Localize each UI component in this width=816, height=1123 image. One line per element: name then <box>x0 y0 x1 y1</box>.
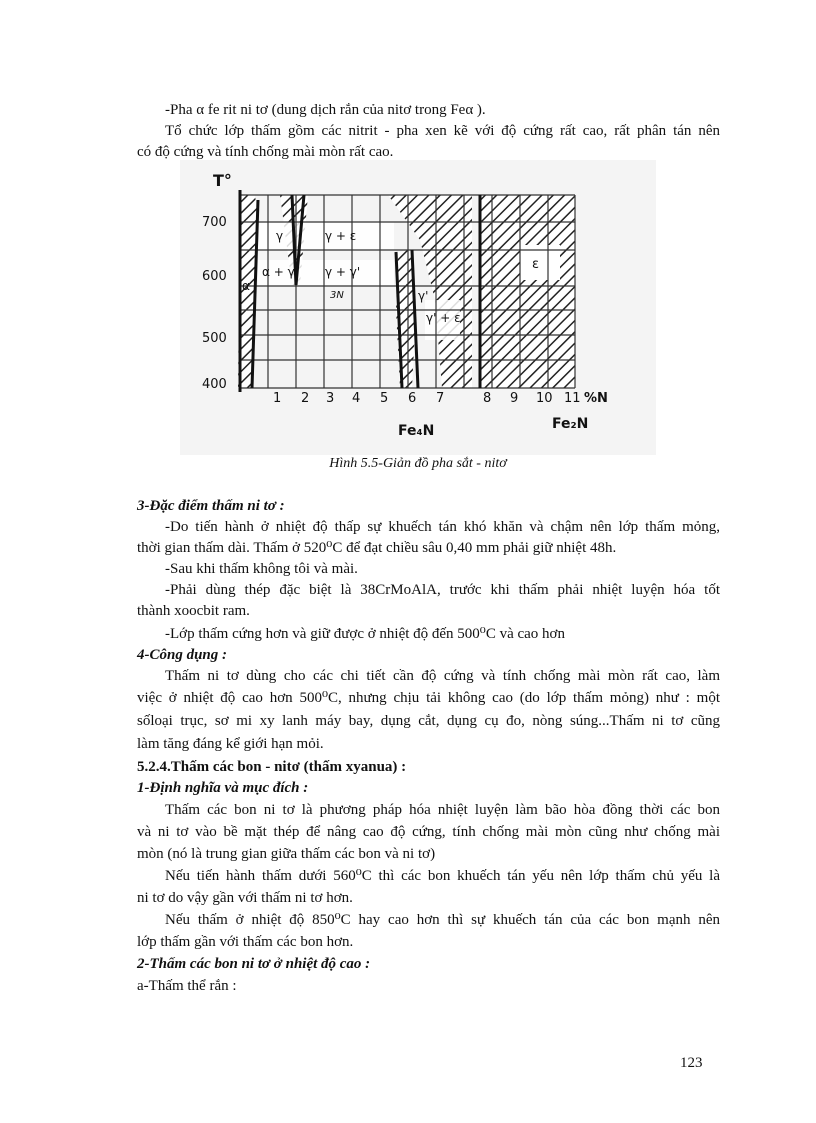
section-524-p3-line-2: lớp thấm gần với thấm các bon hơn. <box>137 934 354 950</box>
section-524-heading: 5.2.4.Thấm các bon - nitơ (thấm xyanua) : <box>137 759 407 775</box>
x-tick-8: 8 <box>483 391 492 406</box>
phase-label-3n: 3N <box>330 290 344 301</box>
x-tick-1: 1 <box>273 391 282 406</box>
epsilon-right-hatch <box>480 195 575 388</box>
phase-label-gamma-prime-epsilon: γ' + ε <box>426 311 461 325</box>
y-tick-600: 600 <box>202 269 227 284</box>
section-3-heading: 3-Đặc điểm thấm ni tơ : <box>137 498 285 514</box>
x-tick-7: 7 <box>436 391 445 406</box>
section-524-sub1-heading: 1-Định nghĩa và mục đích : <box>137 780 309 796</box>
section-524-p2-line-1: Nếu tiến hành thấm dưới 560⁰C thì các bon khuếch tán yếu nên lớp thấm chủ yếu là <box>165 868 720 884</box>
compound-label-fe2n: Fe₂N <box>552 416 589 432</box>
x-tick-5: 5 <box>380 391 389 406</box>
section-524-p3-line-1: Nếu thấm ở nhiệt độ 850⁰C hay cao hơn thì sự khuếch tán của các bon mạnh nên <box>165 912 720 928</box>
x-tick-6: 6 <box>408 391 417 406</box>
phase-label-gamma-prime: γ' <box>418 289 429 303</box>
section-524-p1-line-1: Thấm các bon ni tơ là phương pháp hóa nhiệt luyện làm bão hòa đồng thời các bon <box>165 802 720 818</box>
section-3-p3-line-2: thành xoocbit ram. <box>137 603 250 619</box>
phase-label-alpha-gamma: α + γ <box>262 265 295 279</box>
phase-label-alpha: α <box>242 279 250 293</box>
section-4-line-2: việc ở nhiệt độ cao hơn 500⁰C, nhưng chịu tải không cao (do lớp thấm mỏng) như : một <box>137 690 720 706</box>
fe-n-phase-diagram <box>180 160 656 465</box>
section-4-line-1: Thấm ni tơ dùng cho các chi tiết cần độ cứng và tính chống mài mòn rất cao, làm <box>165 668 720 684</box>
phase-label-epsilon: ε <box>532 257 540 272</box>
x-unit-label: %N <box>584 391 608 406</box>
section-3-p4: -Lớp thấm cứng hơn và giữ được ở nhiệt độ đến 500⁰C và cao hơn <box>165 626 565 642</box>
figure-caption: Hình 5.5-Giản đồ pha sắt - nitơ <box>329 456 507 471</box>
section-524-sub2a: a-Thấm thể rắn : <box>137 978 237 994</box>
x-tick-3: 3 <box>326 391 335 406</box>
section-524-p1-line-3: mòn (nó là trung gian giữa thấm các bon và ni tơ) <box>137 846 436 862</box>
section-3-p2: -Sau khi thấm không tôi và mài. <box>165 561 358 577</box>
section-3-p3-line-1: -Phải dùng thép đặc biệt là 38CrMoAlA, trước khi thấm phải nhiệt luyện hóa tốt <box>165 582 720 598</box>
intro-line-1: -Pha α fe rit ni tơ (dung dịch rắn của nitơ trong Feα ). <box>165 102 486 118</box>
section-524-p1-line-2: và ni tơ vào bề mặt thép để nâng cao độ cứng, tính chống mài mòn cũng như chống mài <box>137 824 720 840</box>
y-tick-500: 500 <box>202 331 227 346</box>
phase-label-gamma: γ <box>276 229 284 243</box>
section-4-line-4: làm tăng đáng kể giới hạn mỏi. <box>137 736 324 752</box>
intro-line-2: Tổ chức lớp thấm gồm các nitrit - pha xen kẽ với độ cứng rất cao, rất phân tán nên <box>165 123 720 139</box>
x-tick-4: 4 <box>352 391 361 406</box>
phase-label-gamma-epsilon: γ + ε <box>325 229 357 243</box>
section-4-line-3: sốloại trục, sơ mi xy lanh máy bay, dụng cắt, dụng cụ đo, nòng súng...Thấm ni tơ cũng <box>137 713 720 729</box>
y-tick-700: 700 <box>202 215 227 230</box>
x-tick-10: 10 <box>536 391 553 406</box>
section-3-p1-line-2: thời gian thấm dài. Thấm ở 520⁰C để đạt chiều sâu 0,40 mm phải giữ nhiệt 48h. <box>137 540 617 556</box>
y-axis-label: T° <box>213 171 232 190</box>
x-tick-9: 9 <box>510 391 519 406</box>
intro-line-3: có độ cứng và tính chống mài mòn rất cao. <box>137 144 394 160</box>
section-3-p1-line-1: -Do tiến hành ở nhiệt độ thấp sự khuếch tán khó khăn và chậm nên lớp thấm mỏng, <box>165 519 720 535</box>
compound-label-fe4n: Fe₄N <box>398 423 435 439</box>
x-tick-2: 2 <box>301 391 310 406</box>
section-524-sub2-heading: 2-Thấm các bon ni tơ ở nhiệt độ cao : <box>137 956 371 972</box>
section-524-p2-line-2: ni tơ do vậy gần với thấm ni tơ hơn. <box>137 890 353 906</box>
x-tick-11: 11 <box>564 391 581 406</box>
page-number: 123 <box>680 1055 703 1071</box>
section-4-heading: 4-Công dụng : <box>137 647 228 663</box>
phase-label-gamma-gamma-prime: γ + γ' <box>325 265 361 279</box>
y-tick-400: 400 <box>202 377 227 392</box>
